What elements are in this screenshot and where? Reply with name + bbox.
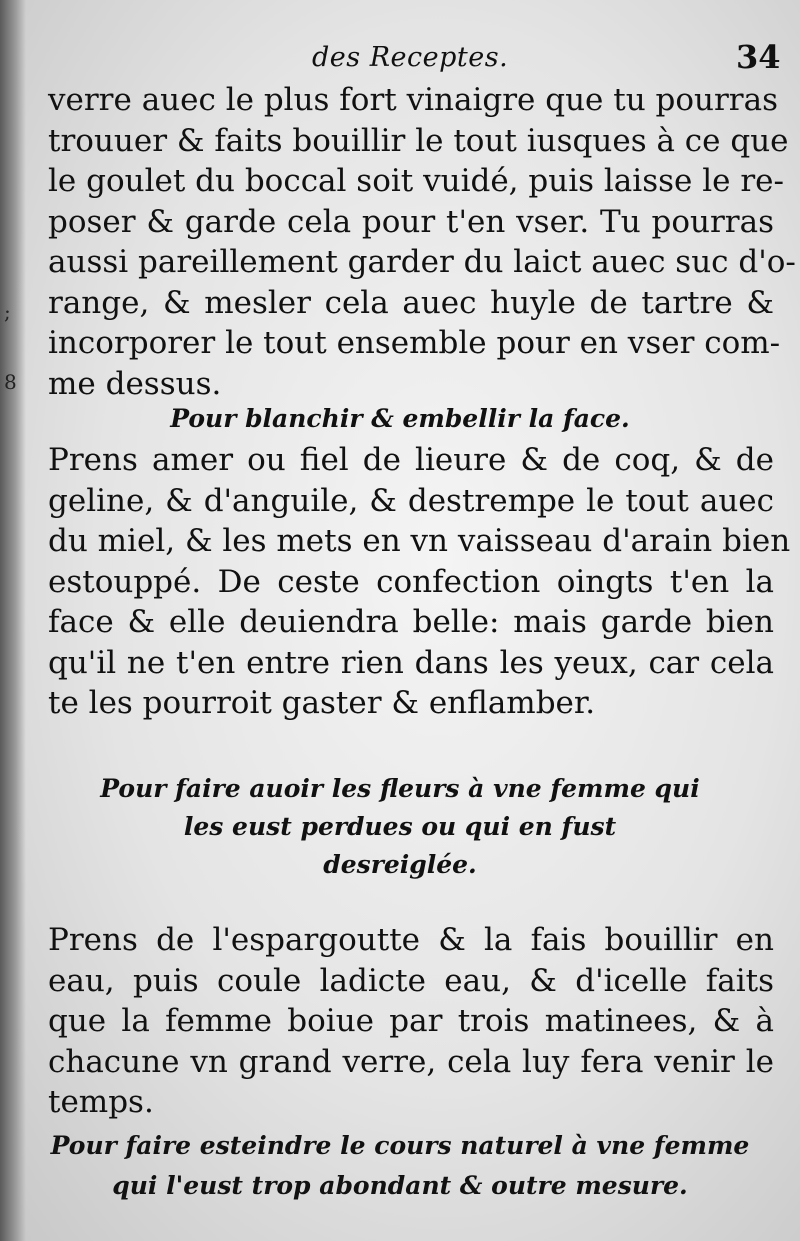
text-line: face & elle deuiendra belle: mais garde bien <box>48 604 774 640</box>
text-line: trouuer & faits bouillir le tout iusques à ce que <box>48 122 789 159</box>
text-line: du miel, & les mets en vn vaisseau d'arain bien <box>48 523 791 559</box>
text-line: aussi pareillement garder du laict auec suc d'o- <box>48 244 796 280</box>
text-line: range, & mesler cela auec huyle de tartre & <box>48 284 774 321</box>
paragraph-1 <box>48 80 796 404</box>
text-line: te les pourroit gaster & enflamber. <box>48 685 596 721</box>
gutter-mark: ; <box>4 300 11 324</box>
text-line: qu'il ne t'en entre rien dans les yeux, car cela <box>48 644 774 681</box>
text-line: geline, & d'anguile, & destrempe le tout auec <box>48 482 774 519</box>
text-line: chacune vn grand verre, cela luy fera venir le <box>48 1043 774 1080</box>
text-line: que la femme boiue par trois matinees, & à <box>48 1003 774 1039</box>
paragraph-2 <box>48 440 791 724</box>
text-line: eau, puis coule ladicte eau, & d'icelle faits <box>48 962 774 999</box>
text-line: Prens de l'espargoutte & la fais bouillir en <box>48 922 774 958</box>
page-header <box>0 38 800 78</box>
heading-line: desreiglée. <box>323 850 477 879</box>
heading-line: Pour faire auoir les fleurs à vne femme qui <box>100 774 700 803</box>
heading-line: Pour faire esteindre le cours naturel à vne femme <box>50 1131 750 1160</box>
text-line: temps. <box>48 1084 154 1120</box>
text-line: estouppé. De ceste confection oingts t'en la <box>48 563 774 600</box>
paragraph-3 <box>48 920 774 1123</box>
text-line: Prens amer ou fiel de lieure & de coq, & de <box>48 442 774 478</box>
page-number: 34 <box>736 38 781 76</box>
text-line: me dessus. <box>48 365 222 402</box>
running-title: des Receptes. <box>312 42 509 73</box>
text-line: incorporer le tout ensemble pour en vser com- <box>48 325 781 361</box>
section-heading-fleurs <box>0 770 800 884</box>
gutter-mark: 8 <box>4 370 17 394</box>
heading-line: Pour blanchir & embellir la face. <box>170 404 630 433</box>
section-heading-cours <box>0 1126 800 1206</box>
heading-line: qui l'eust trop abondant & outre mesure. <box>112 1171 688 1200</box>
heading-line: les eust perdues ou qui en fust <box>183 812 617 841</box>
binding-gutter <box>0 0 26 1241</box>
section-heading-face <box>0 404 800 433</box>
text-line: le goulet du boccal soit vuidé, puis laisse le re- <box>48 163 784 199</box>
text-line: poser & garde cela pour t'en vser. Tu pourras <box>48 203 774 240</box>
text-line: verre auec le plus fort vinaigre que tu pourras <box>48 82 779 118</box>
